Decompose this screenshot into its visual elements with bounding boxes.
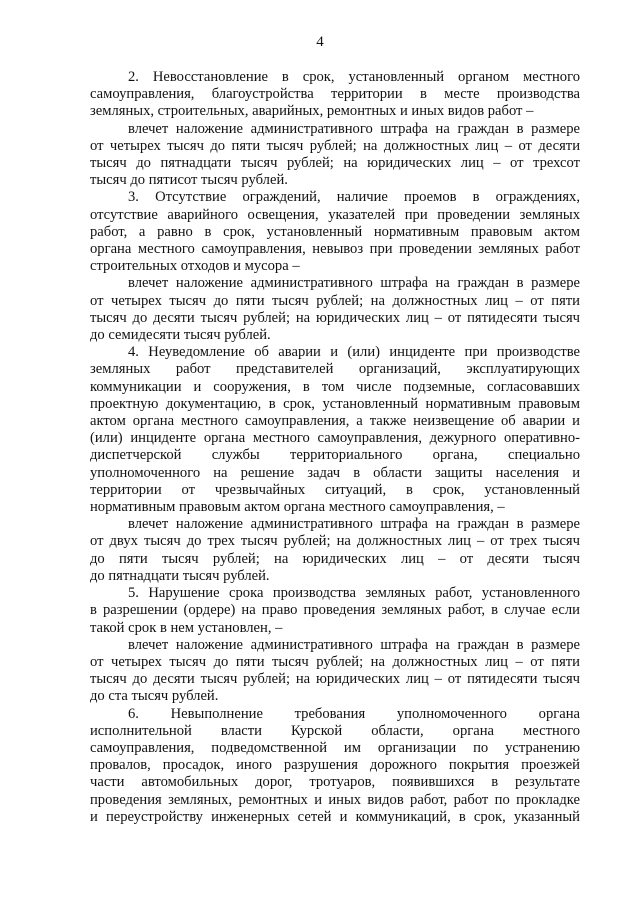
text-line: влечет наложение административного штрафа на граждан в размере <box>128 120 580 137</box>
text-line: 3. Отсутствие ограждений, наличие проемов в ограждениях, <box>128 189 580 206</box>
text-line: тысяч до десяти тысяч рублей; на юридических лиц – от пятидесяти тысяч <box>90 309 580 326</box>
text-line: актом органа местного самоуправления, а также неизвещение об аварии и <box>90 413 580 430</box>
text-line: влечет наложение административного штрафа на граждан в размере <box>128 275 580 292</box>
text-line: исполнительной власти Курской области, органа местного <box>90 722 580 739</box>
text-line: проектную документацию, в срок, установленный нормативным правовым <box>90 395 580 412</box>
text-line: самоуправления, подведомственной им организации по устранению <box>90 739 580 756</box>
text-line: влечет наложение административного штрафа на граждан в размере <box>128 516 580 533</box>
text-line: до пяти тысяч рублей; на юридических лиц – от десяти тысяч <box>90 550 580 567</box>
text-line: тысяч до пятисот тысяч рублей. <box>90 172 288 189</box>
text-line: влечет наложение административного штрафа на граждан в размере <box>128 636 580 653</box>
text-line: самоуправления, благоустройства территории в месте производства <box>90 86 580 103</box>
text-line: земляных, строительных, аварийных, ремонтных и иных видов работ – <box>90 103 534 120</box>
text-line: 2. Невосстановление в срок, установленный органом местного <box>128 69 580 85</box>
page-number: 4 <box>316 34 324 50</box>
text-line: части автомобильных дорог, тротуаров, появившихся в результате <box>90 774 580 791</box>
text-line: такой срок в нем установлен, – <box>90 619 283 636</box>
text-line: в разрешении (ордере) на право проведения земляных работ, в случае если <box>90 602 580 619</box>
text-line: от четырех тысяч до пяти тысяч рублей; на должностных лиц – от пяти <box>90 653 580 670</box>
text-line: тысяч до десяти тысяч рублей; на юридических лиц – от пятидесяти тысяч <box>90 671 580 688</box>
text-line: 5. Нарушение срока производства земляных работ, установленного <box>128 585 580 602</box>
text-line: работ, а равно в срок, установленный нормативным правовым актом <box>90 223 580 240</box>
text-line: отсутствие аварийного освещения, указателей при проведении земляных <box>90 206 580 223</box>
text-line: до пятнадцати тысяч рублей. <box>90 567 270 584</box>
text-line: от двух тысяч до трех тысяч рублей; на должностных лиц – от трех тысяч <box>90 533 580 550</box>
text-line: коммуникации и сооружения, в том числе подземные, согласовавших <box>90 378 580 395</box>
text-line: (или) инциденте органа местного самоуправления, дежурного оперативно- <box>90 430 580 447</box>
text-line: до семидесяти тысяч рублей. <box>90 327 271 344</box>
text-line: диспетчерской службы территориального органа, специально <box>90 447 580 464</box>
text-line: уполномоченного на решение задач в области защиты населения и <box>90 464 580 481</box>
text-line: и переустройству инженерных сетей и коммуникаций, в срок, указанный <box>90 808 580 825</box>
document-body <box>90 69 580 826</box>
text-line: от четырех тысяч до пяти тысяч рублей; на должностных лиц – от десяти <box>90 137 580 154</box>
text-line: проведения земляных, ремонтных и иных видов работ, работ по прокладке <box>90 791 580 808</box>
text-line: органа местного самоуправления, невывоз при проведении земляных работ <box>90 241 580 258</box>
text-line: тысяч до пятнадцати тысяч рублей; на юридических лиц – от трехсот <box>90 155 580 172</box>
text-line: от четырех тысяч до пяти тысяч рублей; на должностных лиц – от пяти <box>90 292 580 309</box>
text-line: нормативным правовым актом органа местного самоуправления, – <box>90 499 505 516</box>
text-line: земляных работ представителей организаций, эксплуатирующих <box>90 361 580 378</box>
text-line: 4. Неуведомление об аварии и (или) инциденте при производстве <box>128 344 580 361</box>
text-line: строительных отходов и мусора – <box>90 258 300 275</box>
text-line: провалов, просадок, иного разрушения дорожного покрытия проезжей <box>90 757 580 774</box>
text-line: до ста тысяч рублей. <box>90 688 219 705</box>
text-line: территории от чрезвычайных ситуаций, в срок, установленный <box>90 481 580 498</box>
text-line: 6. Невыполнение требования уполномоченного органа <box>128 705 580 722</box>
